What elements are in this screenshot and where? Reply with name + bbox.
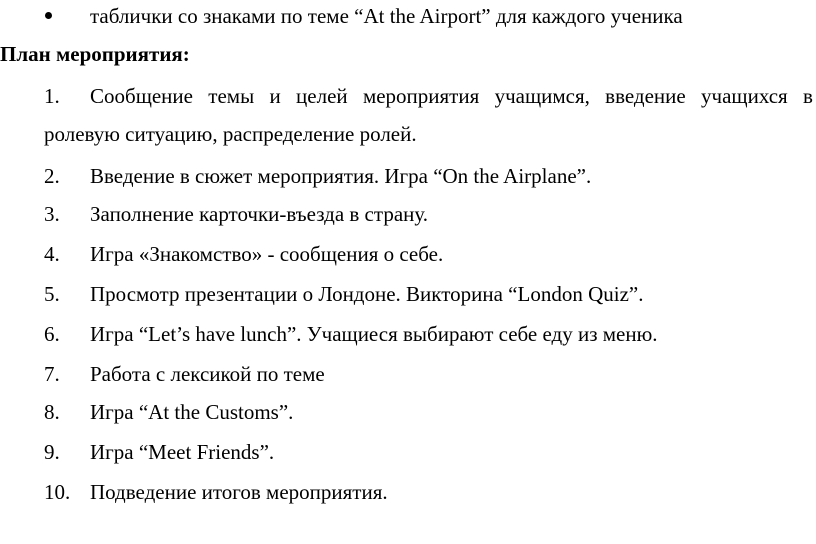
plan-item-number: 5. bbox=[44, 282, 60, 306]
plan-item-word: темы bbox=[208, 84, 255, 108]
plan-item-text: Игра “At the Customs”. bbox=[90, 400, 294, 424]
plan-item-text: Подведение итогов мероприятия. bbox=[90, 480, 388, 504]
plan-item-number: 9. bbox=[44, 440, 60, 464]
plan-item-word: и bbox=[269, 84, 281, 108]
bullet-text: таблички со знаками по теме “At the Airport” для каждого ученика bbox=[90, 4, 683, 28]
plan-item-number: 4. bbox=[44, 242, 60, 266]
plan-item-number: 3. bbox=[44, 202, 60, 226]
plan-item-9 bbox=[0, 438, 816, 466]
plan-item-number: 8. bbox=[44, 400, 60, 424]
plan-item-word: мероприятия bbox=[362, 84, 480, 108]
plan-item-word: введение bbox=[605, 84, 686, 108]
plan-item-number: 10. bbox=[44, 480, 71, 504]
bullet-item bbox=[0, 2, 816, 30]
plan-item-text: Игра “Let’s have lunch”. Учащиеся выбирают себе еду из меню. bbox=[90, 322, 658, 346]
plan-item-7 bbox=[0, 360, 816, 388]
plan-item-text: Работа с лексикой по теме bbox=[90, 362, 325, 386]
plan-item-word: учащихся bbox=[701, 84, 788, 108]
plan-item-word: Сообщение bbox=[90, 84, 193, 108]
plan-item-number: 2. bbox=[44, 164, 60, 188]
plan-item-4 bbox=[0, 240, 816, 268]
plan-item-number: 6. bbox=[44, 322, 60, 346]
plan-item-2 bbox=[0, 162, 816, 190]
plan-item-10 bbox=[0, 478, 816, 506]
plan-item-1 bbox=[0, 82, 816, 110]
plan-item-text: Заполнение карточки-въезда в страну. bbox=[90, 202, 429, 226]
plan-item-word: учащимся, bbox=[494, 84, 590, 108]
plan-item-6 bbox=[0, 320, 816, 348]
plan-item-text: Просмотр презентации о Лондоне. Викторина “London Quiz”. bbox=[90, 282, 644, 306]
plan-item-text: Введение в сюжет мероприятия. Игра “On the Airplane”. bbox=[90, 164, 592, 188]
bullet-dot-icon bbox=[45, 12, 52, 19]
plan-item-continuation: ролевую ситуацию, распределение ролей. bbox=[44, 122, 417, 146]
plan-item-text bbox=[90, 82, 813, 110]
plan-item-8 bbox=[0, 398, 816, 426]
plan-item-word: в bbox=[803, 84, 813, 108]
plan-item-number: 7. bbox=[44, 362, 60, 386]
plan-item-5 bbox=[0, 280, 816, 308]
plan-item-number: 1. bbox=[44, 84, 60, 108]
plan-heading: План мероприятия: bbox=[0, 42, 190, 66]
plan-item-text: Игра “Meet Friends”. bbox=[90, 440, 275, 464]
plan-item-text: Игра «Знакомство» - сообщения о себе. bbox=[90, 242, 444, 266]
plan-item-word: целей bbox=[296, 84, 348, 108]
plan-item-3 bbox=[0, 200, 816, 228]
